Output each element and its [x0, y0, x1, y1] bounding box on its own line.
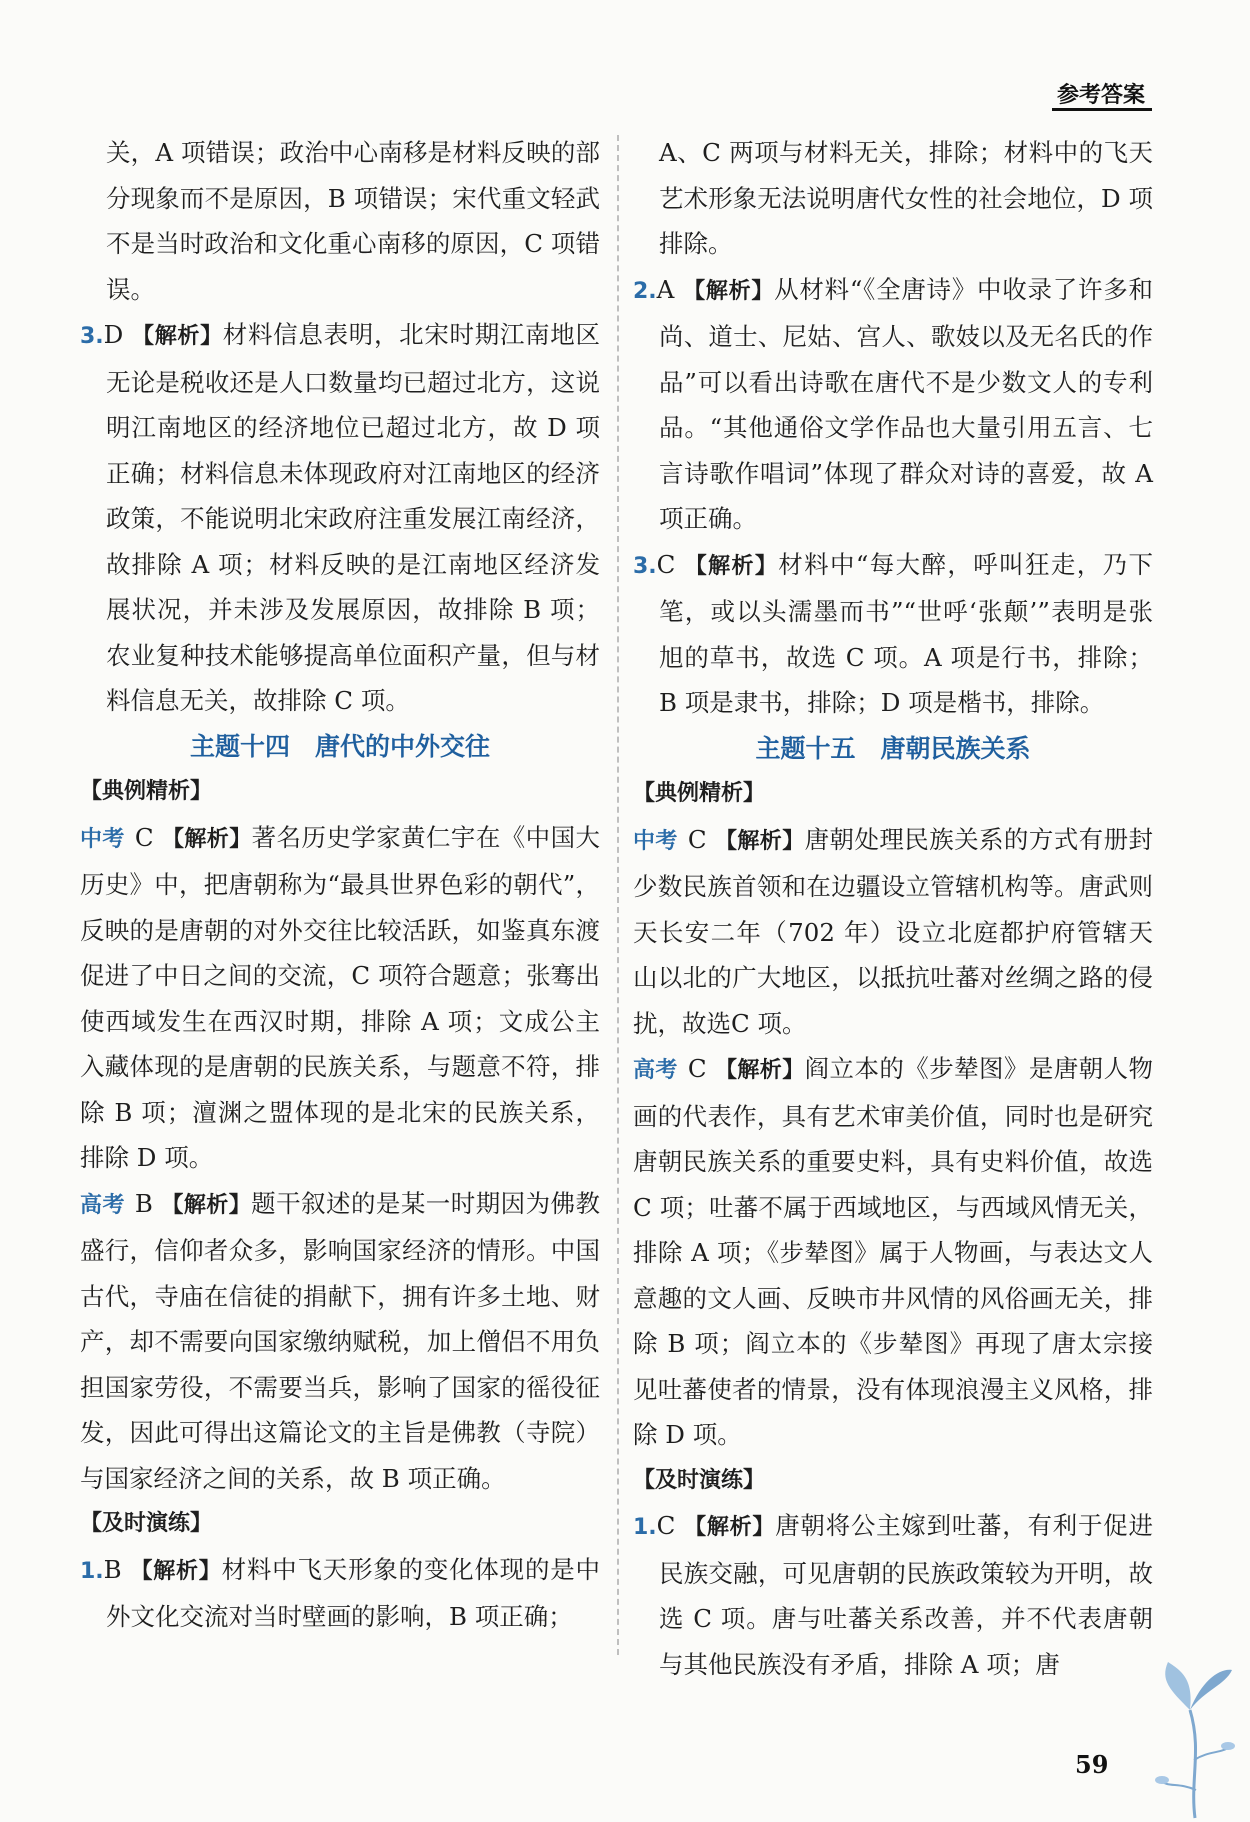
left-gaokao [80, 1181, 600, 1502]
analysis-tag: 【解析】 [683, 1515, 776, 1540]
left-q3 [80, 312, 600, 724]
exam-label: 高考 [633, 1058, 678, 1083]
q-answer: C [656, 1511, 676, 1540]
analysis-tag: 【解析】 [160, 1192, 252, 1218]
subheading-practice: 【及时演练】 [80, 1511, 213, 1536]
page-number: 59 [1075, 1750, 1109, 1779]
q-answer: C [134, 822, 154, 852]
q-text: 从材料“《全唐诗》中收录了许多和尚、道士、尼姑、宫人、歌妓以及无名氏的作品”可以看出诗歌在唐代不是少数文人的专利品。“其他通俗文学作品也大量引用五言、七言诗歌作唱词”体现了群众对诗的喜爱，故 A 项正确。 [659, 274, 1153, 533]
left-continuation: 关，A 项错误；政治中心南移是材料反映的部分现象而不是原因，B 项错误；宋代重文轻武不是当时政治和文化重心南移的原因，C 项错误。 [106, 138, 600, 304]
q-text: 材料中“每大醉，呼叫狂走，乃下笔，或以头濡墨而书”“世呼‘张颠’”表明是张旭的草书，故选 C 项。A 项是行书，排除；B 项是隶书，排除；D 项是楷书，排除。 [659, 549, 1153, 717]
analysis-tag: 【解析】 [683, 553, 779, 579]
analysis-tag: 【解析】 [129, 1558, 222, 1584]
right-q3 [633, 542, 1153, 726]
q-answer: B [134, 1188, 153, 1218]
analysis-tag: 【解析】 [682, 278, 775, 304]
section-title-15: 主题十五 唐朝民族关系 [755, 733, 1031, 763]
analysis-tag: 【解析】 [161, 826, 252, 852]
subheading-examples: 【典例精析】 [633, 781, 766, 806]
left-q1 [80, 1547, 600, 1640]
analysis-tag: 【解析】 [714, 828, 805, 854]
left-zhongkao [80, 815, 600, 1181]
subheading-examples: 【典例精析】 [80, 779, 213, 804]
left-column [80, 130, 600, 1640]
right-gaokao [633, 1046, 1153, 1458]
flower-decoration-icon [1150, 1650, 1240, 1820]
q-answer: D [103, 320, 124, 349]
q-text: 著名历史学家黄仁宇在《中国大历史》中，把唐朝称为“最具世界色彩的朝代”，反映的是唐朝的对外交往比较活跃，如鉴真东渡促进了中日之间的交流，C 项符合题意；张骞出使西域发生在西汉时期，排除 A 项；文成公主入藏体现的是唐朝的民族关系，与题意不符，排除 B 项；澶渊之盟体现的是北宋的民族关系，排除 D 项。 [80, 822, 600, 1172]
q-number: 1. [633, 1515, 657, 1540]
q-answer: C [687, 824, 707, 854]
right-q2 [633, 267, 1153, 542]
q-text: 材料中飞天形象的变化体现的是中外文化交流对当时壁画的影响，B 项正确； [106, 1554, 600, 1631]
section-title-14: 主题十四 唐代的中外交往 [189, 731, 490, 761]
analysis-tag: 【解析】 [131, 324, 223, 349]
exam-label: 中考 [80, 826, 125, 852]
header-rule [1052, 108, 1152, 111]
q-text: 唐朝处理民族关系的方式有册封少数民族首领和在边疆设立管辖机构等。唐武则天长安二年（702 年）设立北庭都护府管辖天山以北的广大地区，以抵抗吐蕃对丝绸之路的侵扰，故选C 项。 [633, 824, 1153, 1038]
column-divider [617, 135, 619, 1655]
q-number: 1. [80, 1558, 104, 1584]
q-answer: C [687, 1054, 707, 1083]
q-text: 题干叙述的是某一时期因为佛教盛行，信仰者众多，影响国家经济的情形。中国古代，寺庙在信徒的捐献下，拥有许多土地、财产，却不需要向国家缴纳赋税，加上僧侣不用负担国家劳役，不需要当兵，影响了国家的徭役征发，因此可得出这篇论文的主旨是佛教（寺院）与国家经济之间的关系，故 B 项正确。 [80, 1188, 600, 1493]
right-q1 [633, 1503, 1153, 1687]
analysis-tag: 【解析】 [714, 1058, 805, 1083]
exam-label: 高考 [80, 1192, 125, 1218]
right-continuation: A、C 两项与材料无关，排除；材料中的飞天艺术形象无法说明唐代女性的社会地位，D 项排除。 [659, 138, 1153, 258]
q-answer: C [656, 549, 676, 579]
subheading-practice: 【及时演练】 [633, 1467, 766, 1493]
q-text: 唐朝将公主嫁到吐蕃，有利于促进民族交融，可见唐朝的民族政策较为开明，故选 C 项。唐与吐蕃关系改善，并不代表唐朝与其他民族没有矛盾，排除 A 项；唐 [659, 1511, 1153, 1679]
q-number: 2. [633, 278, 657, 304]
right-column [633, 130, 1153, 1687]
exam-label: 中考 [633, 828, 678, 854]
q-text: 阎立本的《步辇图》是唐朝人物画的代表作，具有艺术审美价值，同时也是研究唐朝民族关系的重要史料，具有史料价值，故选 C 项；吐蕃不属于西域地区，与西域风情无关，排除 A 项；《步辇图》属于人物画，与表达文人意趣的文人画、反映市井风情的风俗画无关，排除 B 项；阎立本的《步辇图》再现了唐太宗接见吐蕃使者的情景，没有体现浪漫主义风格，排除 D 项。 [633, 1054, 1153, 1449]
q-number: 3. [633, 553, 657, 579]
header-label: 参考答案 [1056, 83, 1145, 108]
q-text: 材料信息表明，北宋时期江南地区无论是税收还是人口数量均已超过北方，这说明江南地区的经济地位已超过北方，故 D 项正确；材料信息未体现政府对江南地区的经济政策，不能说明北宋政府注重发展江南经济，故排除 A 项；材料反映的是江南地区经济发展状况，并未涉及发展原因，故排除 B 项；农业复种技术能够提高单位面积产量，但与材料信息无关，故排除 C 项。 [106, 320, 600, 715]
q-answer: B [103, 1554, 122, 1584]
q-answer: A [656, 274, 675, 304]
q-number: 3. [80, 324, 104, 349]
right-zhongkao [633, 817, 1153, 1047]
